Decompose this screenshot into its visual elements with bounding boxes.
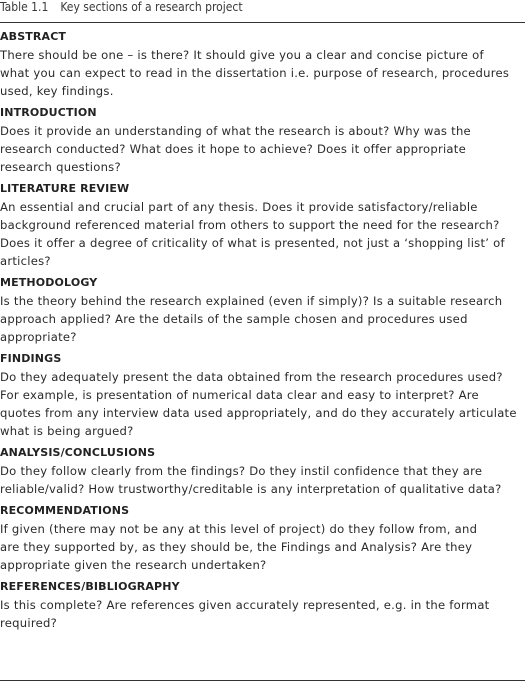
section-abstract: [0, 30, 525, 100]
section-heading: REFERENCES/BIBLIOGRAPHY: [0, 580, 180, 593]
section-methodology: [0, 276, 525, 346]
section-findings: [0, 352, 525, 440]
section-text: Do they follow clearly from the findings? Do they instil confidence that they are reliable/valid? How trustworthy/creditable is any interpretation of qualitative data?: [0, 464, 502, 496]
section-heading: ABSTRACT: [0, 30, 67, 43]
section-literature-review: [0, 182, 525, 270]
section-text: An essential and crucial part of any thesis. Does it provide satisfactory/reliable background referenced material from others to support the need for the research? Does it offer a degree of criticality of what is presented, not just a ‘shopping list’ of articles?: [0, 200, 505, 268]
table-title: Key sections of a research project: [60, 0, 243, 14]
section-heading: FINDINGS: [0, 352, 62, 365]
section-heading: LITERATURE REVIEW: [0, 182, 130, 195]
table-body: [0, 24, 525, 632]
section-heading: INTRODUCTION: [0, 106, 97, 119]
section-analysis-conclusions: [0, 446, 525, 498]
table-caption: [0, 0, 243, 14]
bottom-rule: [0, 680, 525, 681]
top-rule: [0, 22, 525, 23]
section-text: Is the theory behind the research explained (even if simply)? Is a suitable research approach applied? Are the details of the sample chosen and procedures used appropriate?: [0, 294, 503, 344]
section-text: Does it provide an understanding of what the research is about? Why was the research conducted? What does it hope to achieve? Does it offer appropriate research questions?: [0, 124, 471, 174]
section-references-bibliography: [0, 580, 525, 632]
section-introduction: [0, 106, 525, 176]
section-heading: ANALYSIS/CONCLUSIONS: [0, 446, 156, 459]
section-recommendations: [0, 504, 525, 574]
section-text: Do they adequately present the data obtained from the research procedures used? For example, is presentation of numerical data clear and easy to interpret? Are quotes from any interview data used appropriately, and do they accurately articulate what is being argued?: [0, 370, 517, 438]
section-text: Is this complete? Are references given accurately represented, e.g. in the format required?: [0, 598, 490, 630]
section-text: If given (there may not be any at this level of project) do they follow from, and are they supported by, as they should be, the Findings and Analysis? Are they appropriate given the research undertaken?: [0, 522, 478, 572]
table-number: Table 1.1: [0, 0, 49, 14]
section-heading: RECOMMENDATIONS: [0, 504, 130, 517]
section-heading: METHODOLOGY: [0, 276, 98, 289]
section-text: There should be one – is there? It should give you a clear and concise picture of what you can expect to read in the dissertation i.e. purpose of research, procedures used, key findings.: [0, 48, 510, 98]
